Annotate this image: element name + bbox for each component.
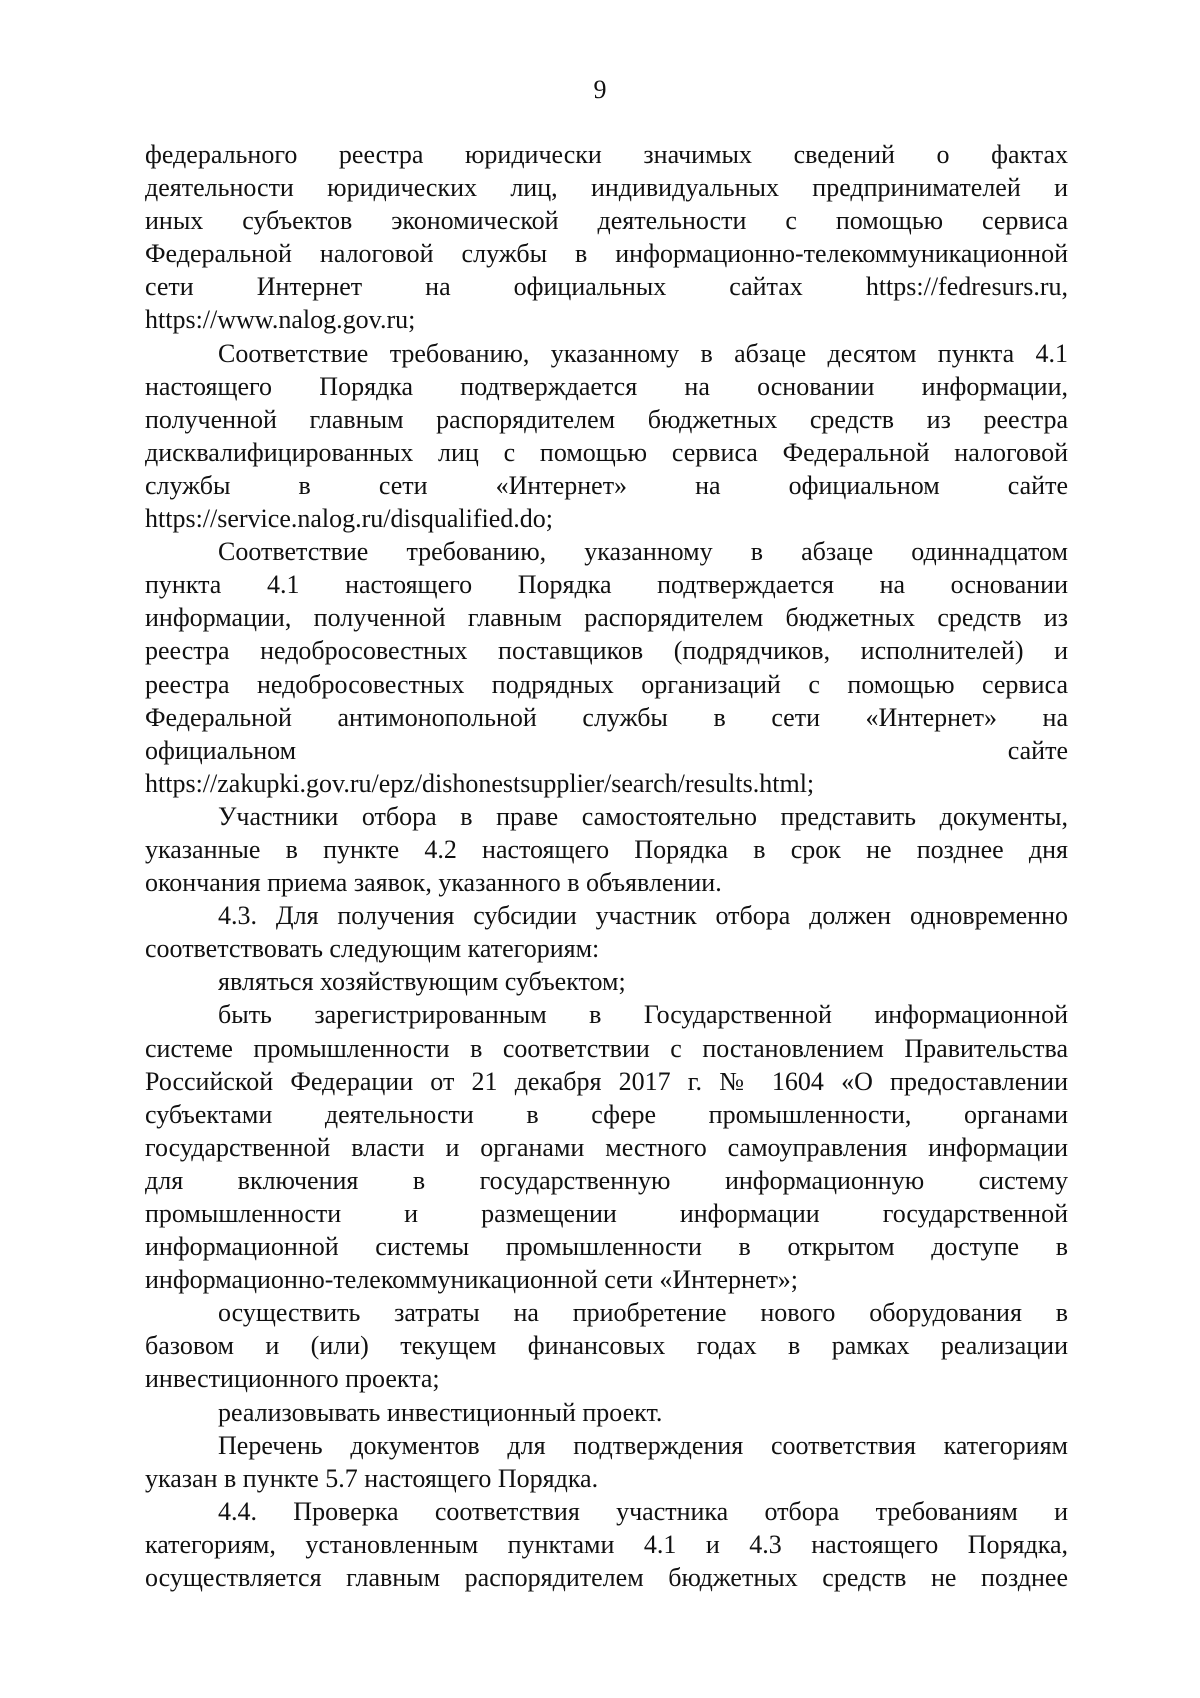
- paragraph-participants-documents: [145, 800, 1068, 899]
- text-line: промышленности и размещении информации государственной: [145, 1199, 1068, 1228]
- paragraph-dishonest-suppliers: [145, 535, 1068, 800]
- text-line: категориям, установленным пунктами 4.1 и 4.3 настоящего Порядка,: [145, 1529, 1068, 1559]
- text-line: официальном сайте: [145, 735, 1068, 765]
- text-line: Соответствие требованию, указанному в абзаце одиннадцатом: [218, 537, 1068, 567]
- text-line: указанные в пункте 4.2 настоящего Порядка в срок не позднее дня: [145, 834, 1068, 864]
- text-line: базовом и (или) текущем финансовых годах в рамках реализации: [145, 1331, 1068, 1361]
- text-line: являться хозяйствующим субъектом;: [218, 967, 626, 997]
- text-line: информации, полученной главным распорядителем бюджетных средств из: [145, 603, 1068, 633]
- text-line: окончания приема заявок, указанного в объявлении.: [145, 868, 722, 898]
- text-line: реестра недобросовестных поставщиков (подрядчиков, исполнителей) и: [145, 636, 1068, 666]
- text-line: Российской Федерации от 21 декабря 2017 г. № 1604 «О предоставлении: [145, 1066, 1068, 1096]
- document-body: [145, 138, 1068, 1594]
- text-line: для включения в государственную информационную систему: [145, 1165, 1068, 1195]
- paragraph-section-4-3: [145, 899, 1068, 965]
- text-line: https://service.nalog.ru/disqualified.do;: [145, 504, 553, 534]
- text-line: реестра недобросовестных подрядных организаций с помощью сервиса: [145, 669, 1068, 699]
- text-line: деятельности юридических лиц, индивидуальных предпринимателей и: [145, 173, 1068, 203]
- text-line: субъектами деятельности в сфере промышленности, органами: [145, 1099, 1068, 1129]
- text-line: Федеральной антимонопольной службы в сети «Интернет» на: [145, 702, 1068, 732]
- text-line: государственной власти и органами местного самоуправления информации: [145, 1132, 1068, 1162]
- text-line: 4.3. Для получения субсидии участник отбора должен одновременно: [218, 901, 1068, 931]
- text-line: Федеральной налоговой службы в информационно-телекоммуникационной: [145, 239, 1068, 269]
- text-line: информационно-телекоммуникационной сети «Интернет»;: [145, 1265, 799, 1295]
- text-line: настоящего Порядка подтверждается на основании информации,: [145, 371, 1068, 401]
- text-line: осуществить затраты на приобретение нового оборудования в: [218, 1298, 1068, 1328]
- text-line: сети Интернет на официальных сайтах https://fedresurs.ru,: [145, 272, 1068, 302]
- paragraph-disqualified: [145, 337, 1068, 536]
- text-line: Участники отбора в праве самостоятельно представить документы,: [218, 801, 1068, 831]
- text-line: Перечень документов для подтверждения соответствия категориям: [218, 1430, 1068, 1460]
- text-line: Соответствие требованию, указанному в абзаце десятом пункта 4.1: [218, 338, 1068, 368]
- paragraph-section-4-4: [145, 1495, 1068, 1594]
- paragraph-fedresurs: [145, 138, 1068, 337]
- text-line: системе промышленности в соответствии с постановлением Правительства: [145, 1033, 1068, 1063]
- text-line: соответствовать следующим категориям:: [145, 934, 600, 964]
- paragraph-category-registered: [145, 998, 1068, 1296]
- text-line: пункта 4.1 настоящего Порядка подтверждается на основании: [145, 570, 1068, 600]
- paragraph-category-entity: [145, 965, 1068, 998]
- text-line: информационной системы промышленности в открытом доступе в: [145, 1232, 1068, 1262]
- text-line: инвестиционного проекта;: [145, 1364, 440, 1394]
- paragraph-category-implement: [145, 1396, 1068, 1429]
- text-line: https://zakupki.gov.ru/epz/dishonestsupplier/search/results.html;: [145, 768, 815, 798]
- text-line: 4.4. Проверка соответствия участника отбора требованиям и: [218, 1496, 1068, 1526]
- text-line: дисквалифицированных лиц с помощью сервиса Федеральной налоговой: [145, 437, 1068, 467]
- text-line: указан в пункте 5.7 настоящего Порядка.: [145, 1463, 599, 1493]
- text-line: федерального реестра юридически значимых сведений о фактах: [145, 140, 1068, 169]
- text-line: иных субъектов экономической деятельности с помощью сервиса: [145, 206, 1068, 236]
- paragraph-category-costs: [145, 1296, 1068, 1395]
- text-line: осуществляется главным распорядителем бюджетных средств не позднее: [145, 1563, 1068, 1593]
- text-line: службы в сети «Интернет» на официальном сайте: [145, 470, 1068, 500]
- text-line: быть зарегистрированным в Государственной информационной: [218, 1000, 1068, 1030]
- text-line: https://www.nalog.gov.ru;: [145, 305, 416, 335]
- text-line: реализовывать инвестиционный проект.: [218, 1397, 663, 1427]
- page-number: 9: [593, 75, 607, 104]
- paragraph-documents-list: [145, 1429, 1068, 1495]
- text-line: полученной главным распорядителем бюджетных средств из реестра: [145, 404, 1068, 434]
